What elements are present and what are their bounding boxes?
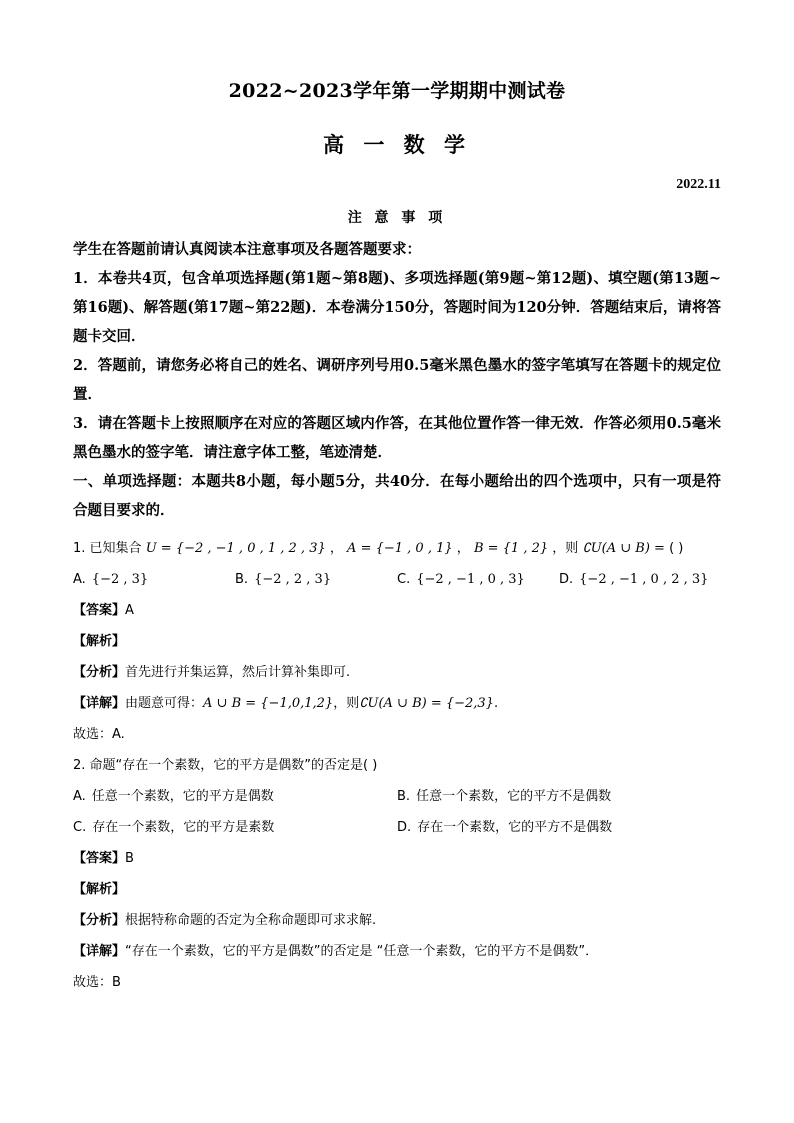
complement-expr: ∁U(A ∪ B) = — [582, 541, 665, 556]
exam-subject: 高 一 数 学 — [323, 132, 471, 157]
question-2-options-row-1 — [73, 781, 721, 812]
notice-intro: 学生在答题前请认真阅读本注意事项及各题答题要求： — [73, 241, 421, 258]
option-c: C. 存在一个素数，它的平方是素数 — [73, 820, 275, 835]
exam-page — [73, 62, 721, 998]
notice-item-2: 2．答题前，请您务必将自己的姓名、调研序列号用0.5毫米黑色墨水的签字笔填写在答题卡的规定位置． — [73, 357, 721, 403]
set-a: A = {−1 , 0 , 1} — [347, 541, 453, 556]
question-1-analysis-tag: 【解析】 — [73, 634, 126, 649]
option-a: A. {−2 , 3} — [73, 572, 149, 587]
notice-item-1: 1．本卷共4页，包含单项选择题(第1题~第8题)、多项选择题(第9题~第12题)、填空题(第13题~第16题)、解答题(第17题~第22题)．本卷满分150分，答题时间为120分钟．答题结束后，请将答题卡交回． — [73, 270, 721, 345]
question-2-fenxi: 【分析】根据特称命题的否定为全称命题即可求求解. — [73, 913, 377, 928]
option-d: D. {−2 , −1 , 0 , 2 , 3} — [559, 572, 709, 587]
question-2-xiangjie: 【详解】“存在一个素数，它的平方是偶数”的否定是 “任意一个素数，它的平方不是偶数”． — [73, 944, 599, 959]
exam-date: 2022.11 — [676, 177, 721, 192]
option-d: D. 存在一个素数，它的平方不是偶数 — [397, 820, 613, 835]
question-2-analysis-tag: 【解析】 — [73, 882, 126, 897]
set-u: U = {−2 , −1 , 0 , 1 , 2 , 3} — [145, 541, 326, 556]
notice-item-3: 3．请在答题卡上按照顺序在对应的答题区域内作答，在其他位置作答一律无效．作答必须用0.5毫米黑色墨水的签字笔．请注意字体工整，笔迹清楚． — [73, 415, 721, 461]
question-1-conclusion: 故选：A. — [73, 727, 125, 742]
set-b: B = {1 , 2} — [473, 541, 549, 556]
option-a: A. 任意一个素数，它的平方是偶数 — [73, 789, 274, 804]
option-b: B. {−2 , 2 , 3} — [235, 572, 332, 587]
question-1-then: ，则 — [552, 541, 579, 556]
question-1-stem: 1. 已知集合 U = {−2 , −1 , 0 , 1 , 2 , 3} ， A = {−1 , 0 , 1} ， B = {1 , 2} ，则 ∁U(A ∪ B) = ( ) — [73, 541, 684, 556]
answer-paren: ( ) — [669, 541, 684, 556]
question-2-answer: 【答案】B — [73, 851, 134, 866]
question-1-xiangjie: 【详解】由题意可得：A ∪ B = {−1,0,1,2}，则∁U(A ∪ B) = {−2,3}. — [73, 696, 499, 711]
question-1-prefix: 1. 已知集合 — [73, 541, 142, 556]
exam-title: 2022~2023学年第一学期期中测试卷 — [228, 80, 566, 102]
question-1-options — [73, 564, 721, 595]
question-1-fenxi: 【分析】首先进行并集运算，然后计算补集即可. — [73, 665, 351, 680]
section-heading: 一、单项选择题：本题共8小题，每小题5分，共40分．在每小题给出的四个选项中，只有一项是符合题目要求的． — [73, 473, 721, 519]
question-2-options-row-2 — [73, 812, 721, 843]
option-b: B. 任意一个素数，它的平方不是偶数 — [397, 789, 612, 804]
question-1-answer: 【答案】A — [73, 603, 134, 618]
question-2-stem: 2. 命题“存在一个素数，它的平方是偶数”的否定是( ) — [73, 758, 378, 773]
option-c: C. {−2 , −1 , 0 , 3} — [397, 572, 525, 587]
notice-title: 注 意 事 项 — [347, 210, 447, 226]
question-2-conclusion: 故选：B — [73, 975, 121, 990]
